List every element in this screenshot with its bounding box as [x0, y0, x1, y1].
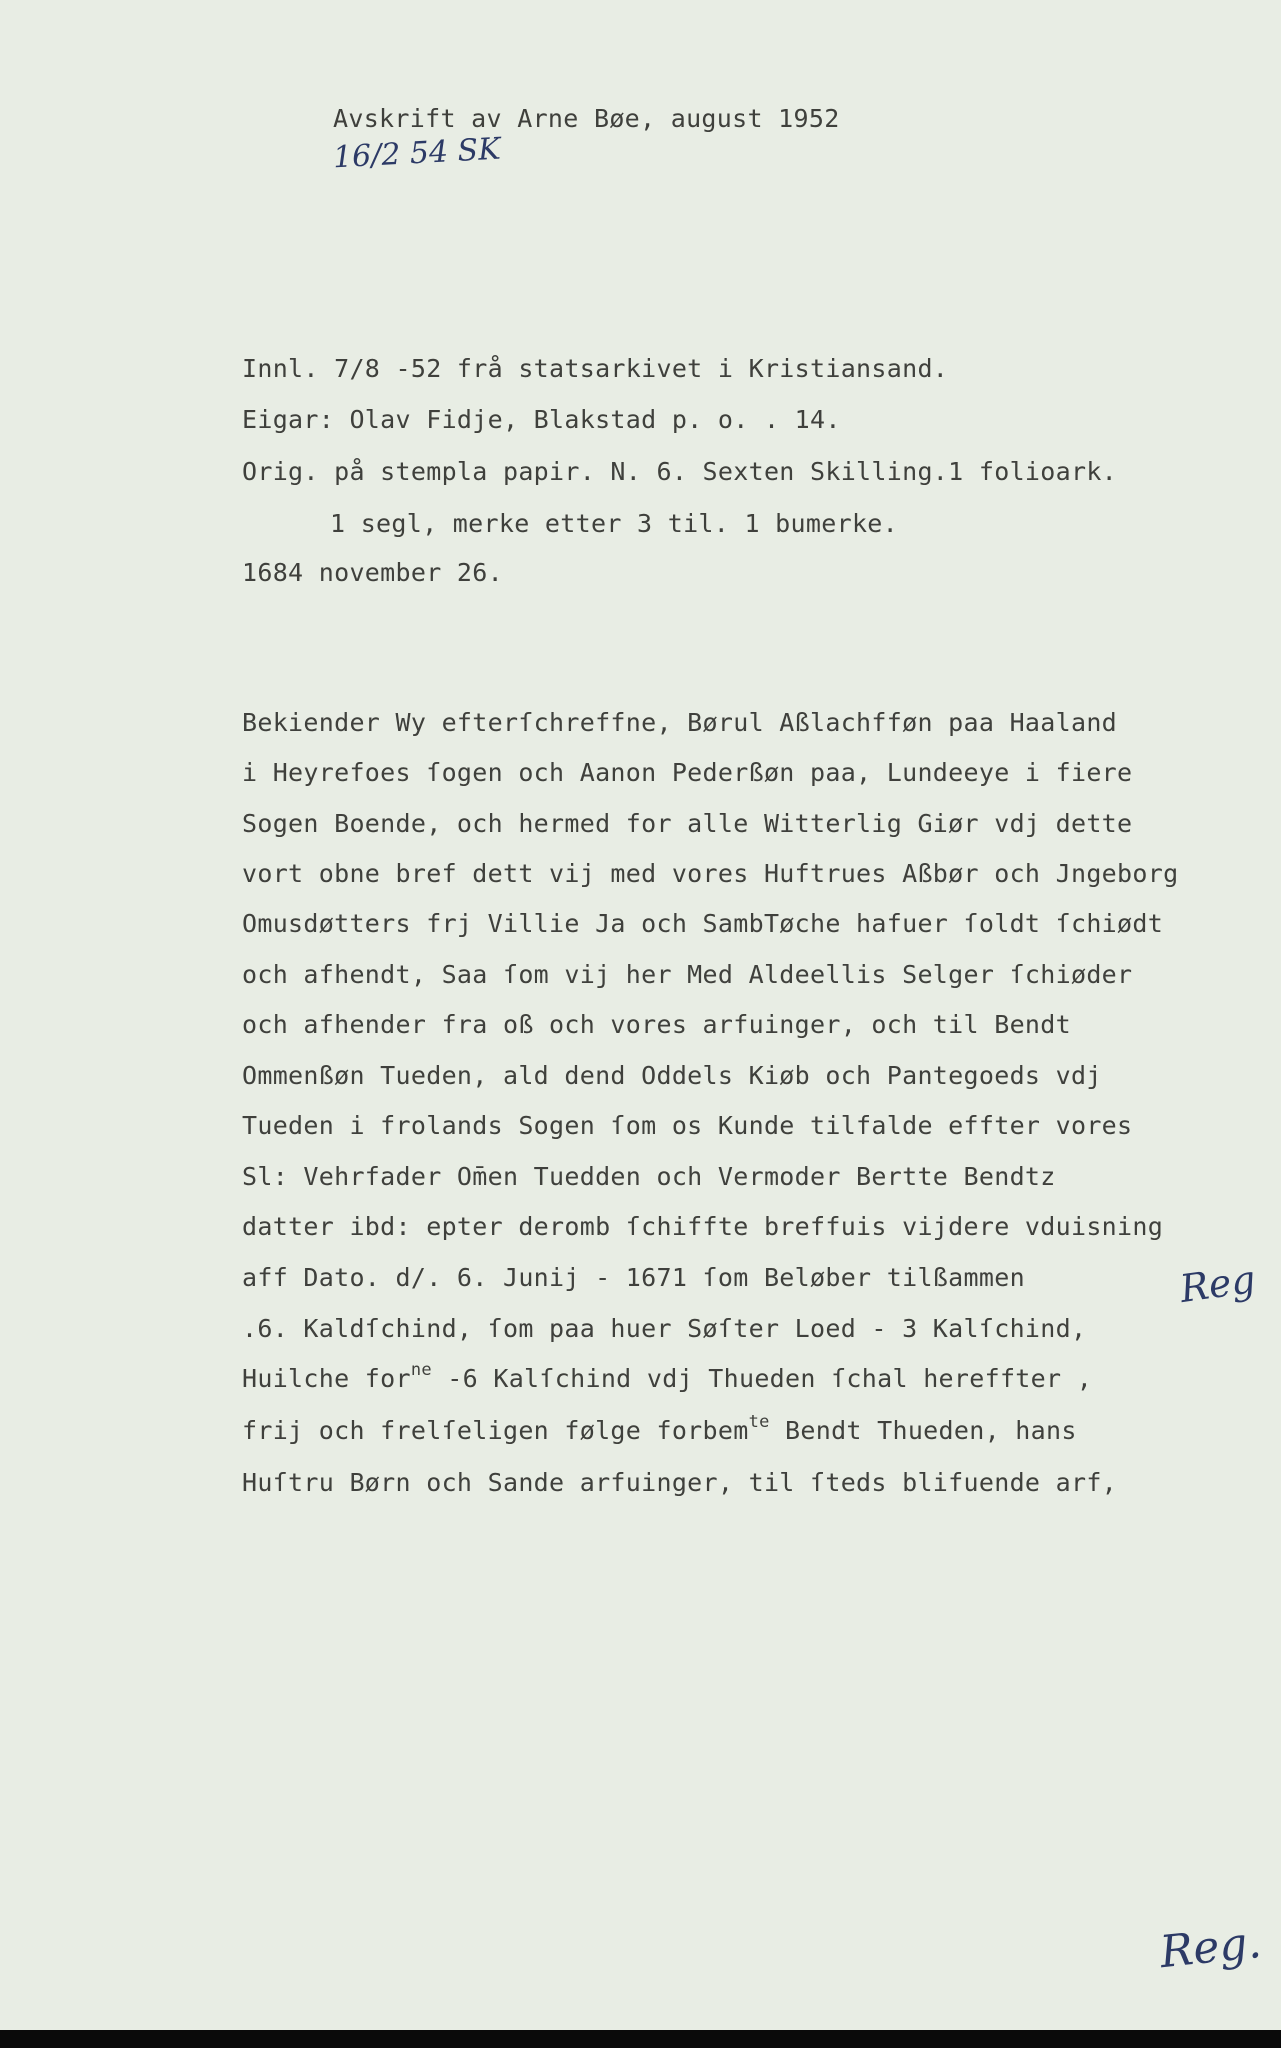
- document-title: Avskrift av Arne Bøe, august 1952: [333, 104, 840, 133]
- superscript-abbreviation: te: [748, 1412, 770, 1432]
- body-text: -6 Kalſchind vdj Thueden ſchal hereffter ,: [431, 1364, 1093, 1393]
- info-line: Eigar: Olav Fidje, Blakstad p. o. . 14.: [242, 405, 841, 434]
- scan-border: [0, 2030, 1281, 2048]
- body-line: Omusdøtters frj Villie Ja och SambTøche hafuer ſoldt ſchiødt: [242, 909, 1164, 938]
- body-line: datter ibd: epter deromb ſchiffte breffuis vijdere vduisning: [242, 1212, 1164, 1241]
- handwritten-date-note: 16/2 54 SK: [332, 131, 502, 176]
- margin-note-reg-bottom: Reg.: [1157, 1916, 1264, 1979]
- body-line: Sogen Boende, och hermed for alle Witterlig Giør vdj dette: [242, 809, 1133, 838]
- info-line: 1684 november 26.: [242, 558, 503, 587]
- body-line: och afhendt, Saa ſom vij her Med Aldeellis Selger ſchiøder: [242, 960, 1133, 989]
- body-line: i Heyrefoes ſogen och Aanon Pederßøn paa, Lundeeye i fiere: [242, 758, 1133, 787]
- info-line: 1 segl, merke etter 3 til. 1 bumerke.: [330, 509, 898, 538]
- body-line: och afhender fra oß och vores arfuinger, och til Bendt: [242, 1010, 1071, 1039]
- body-line: aff Dato. d/. 6. Junij - 1671 ſom Beløber tilßammen: [242, 1263, 1025, 1292]
- body-text: frij och frelſeligen følge forbem: [242, 1416, 749, 1445]
- body-line: vort obne bref dett vij med vores Huftrues Aßbør och Jngeborg: [242, 859, 1179, 888]
- body-text: Huilche for: [242, 1364, 411, 1393]
- superscript-abbreviation: ne: [410, 1360, 432, 1380]
- body-line: Sl: Vehrfader Om̄en Tuedden och Vermoder Bertte Bendtz: [242, 1162, 1056, 1191]
- body-line: .6. Kaldſchind, ſom paa huer Søſter Loed - 3 Kalſchind,: [242, 1314, 1087, 1343]
- body-line: Ommenßøn Tueden, ald dend Oddels Kiøb och Pantegoeds vdj: [242, 1061, 1102, 1090]
- info-line: Innl. 7/8 -52 frå statsarkivet i Kristiansand.: [242, 354, 949, 383]
- body-line: Tueden i frolands Sogen ſom os Kunde tilfalde effter vores: [242, 1111, 1133, 1140]
- margin-note-reg: Reg: [1177, 1256, 1259, 1312]
- body-text: Bendt Thueden, hans: [769, 1416, 1077, 1445]
- info-line: Orig. på stempla papir. N. 6. Sexten Skilling.1 folioark.: [242, 457, 1118, 486]
- body-line: Huſtru Børn och Sande arfuinger, til ſteds blifuende arf,: [242, 1468, 1118, 1497]
- body-line: Bekiender Wy efterſchreffne, Børul Aßlachfføn paa Haaland: [242, 708, 1118, 737]
- body-line: [242, 1360, 1093, 1397]
- body-line: [242, 1412, 1077, 1449]
